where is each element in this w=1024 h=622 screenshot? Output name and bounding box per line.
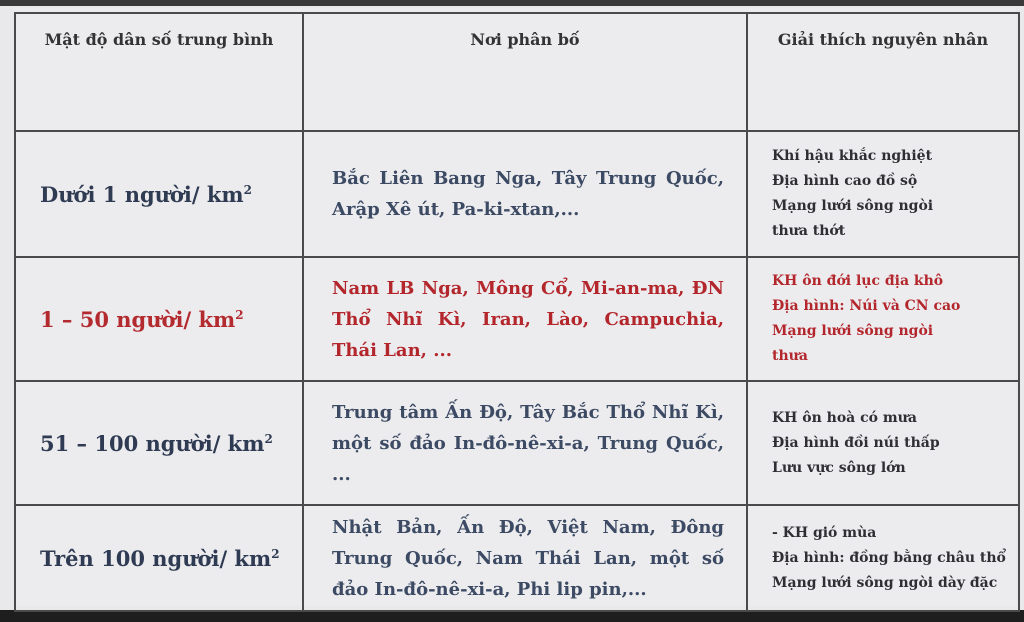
reason-item: KH ôn đới lục địa khô <box>772 273 944 289</box>
density-cell <box>15 257 303 381</box>
density-cell <box>15 131 303 257</box>
reason-item: Mạng lưới sông ngòi <box>772 198 934 214</box>
table-row <box>15 505 1019 611</box>
reason-item: Lưu vực sông lớn <box>772 459 906 476</box>
reason-item: Địa hình: Núi và CN cao <box>772 298 961 314</box>
density-exponent: 2 <box>235 307 244 322</box>
distribution-cell: Trung tâm Ấn Độ, Tây Bắc Thổ Nhĩ Kì, một số đảo In-đô-nê-xi-a, Trung Quốc, ... <box>303 381 747 505</box>
density-cell <box>15 505 303 611</box>
reasons-cell <box>747 257 1019 381</box>
reasons-cell <box>747 381 1019 505</box>
table-row <box>15 257 1019 381</box>
table-row <box>15 131 1019 257</box>
reason-item: Mạng lưới sông ngòi <box>772 323 934 339</box>
distribution-cell: Nam LB Nga, Mông Cổ, Mi-an-ma, ĐN Thổ Nhĩ Kì, Iran, Lào, Campuchia, Thái Lan, ... <box>303 257 747 381</box>
density-value: 1 – 50 người/ km <box>40 306 236 332</box>
density-value: Dưới 1 người/ km <box>40 181 244 207</box>
density-exponent: 2 <box>271 546 280 561</box>
reason-item: Địa hình đồi núi thấp <box>772 434 940 451</box>
header-density: Mật độ dân số trung bình <box>15 13 303 131</box>
document-sheet <box>14 8 1016 606</box>
header-reasons: Giải thích nguyên nhân <box>747 13 1019 131</box>
density-cell <box>15 381 303 505</box>
distribution-cell: Bắc Liên Bang Nga, Tây Trung Quốc, Arập Xê út, Pa-ki-xtan,... <box>303 131 747 257</box>
reasons-cell <box>747 505 1019 611</box>
reason-item: Địa hình: đồng bằng châu thổ <box>772 549 1006 566</box>
reason-item: - KH gió mùa <box>772 524 877 541</box>
reason-item: thưa <box>772 348 808 364</box>
table-row <box>15 381 1019 505</box>
density-exponent: 2 <box>243 182 253 197</box>
reason-item: Địa hình cao đồ sộ <box>772 173 918 189</box>
distribution-cell: Nhật Bản, Ấn Độ, Việt Nam, Đông Trung Quốc, Nam Thái Lan, một số đảo In-đô-nê-xi-a, Phi lip pin,... <box>303 505 747 611</box>
density-value: 51 – 100 người/ km <box>40 430 265 456</box>
reason-item: Mạng lưới sông ngòi dày đặc <box>772 574 998 591</box>
density-exponent: 2 <box>264 431 273 446</box>
reason-item: thưa thớt <box>772 223 846 239</box>
header-distribution: Nơi phân bố <box>303 13 747 131</box>
header-row <box>15 13 1019 131</box>
reason-item: KH ôn hoà có mưa <box>772 409 917 426</box>
density-value: Trên 100 người/ km <box>40 545 272 571</box>
reason-item: Khí hậu khắc nghiệt <box>772 148 933 164</box>
reasons-cell <box>747 131 1019 257</box>
population-density-table <box>14 12 1020 612</box>
